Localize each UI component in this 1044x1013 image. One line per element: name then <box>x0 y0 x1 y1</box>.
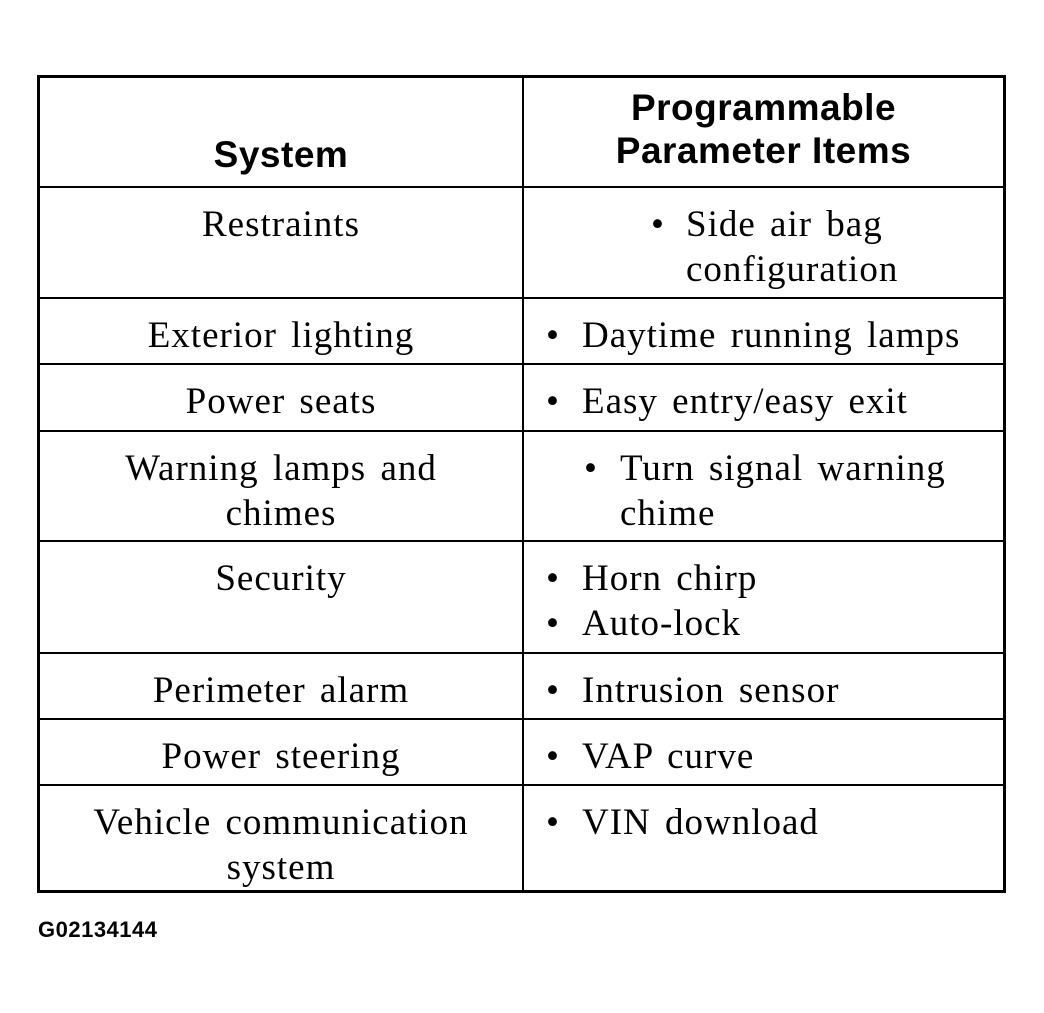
system-cell-vehicle-communication <box>40 786 524 890</box>
system-label-line-2: chimes <box>225 493 337 534</box>
bullet-icon: • <box>546 736 560 777</box>
system-label-line-2: system <box>226 847 336 888</box>
system-label: Power seats <box>185 381 377 422</box>
param-cell-exterior-lighting <box>524 299 1003 365</box>
bullet-icon: • <box>651 204 665 245</box>
param-item-label: VAP curve <box>582 736 755 777</box>
bullet-icon: • <box>546 603 560 644</box>
system-label: Restraints <box>202 204 360 245</box>
system-label-line-1: Vehicle communication <box>93 802 469 843</box>
param-cell-power-steering <box>524 720 1003 786</box>
param-item <box>584 446 1003 536</box>
system-label: Power steering <box>161 736 401 777</box>
system-cell-perimeter-alarm <box>40 654 524 720</box>
system-label-line-1: Warning lamps and <box>125 448 437 489</box>
param-cell-restraints <box>524 188 1003 299</box>
bullet-icon: • <box>546 315 560 356</box>
system-label: Security <box>215 558 347 599</box>
param-item-label: Easy entry/easy exit <box>582 381 908 422</box>
param-item <box>546 601 1003 646</box>
header-params-line-1: Programmable <box>630 87 897 128</box>
header-params-line-2: Parameter Items <box>615 130 912 171</box>
system-cell-exterior-lighting <box>40 299 524 365</box>
param-item-label: Auto-lock <box>582 603 742 644</box>
system-cell-warning-lamps <box>40 432 524 542</box>
param-item-label: Side air bag configuration <box>686 204 899 290</box>
bullet-icon: • <box>546 802 560 843</box>
param-item-label: Intrusion sensor <box>582 670 840 711</box>
param-item <box>546 556 1003 601</box>
param-item <box>546 313 1003 358</box>
parameter-table <box>37 75 1006 893</box>
param-cell-security <box>524 542 1003 654</box>
system-label: Perimeter alarm <box>152 670 410 711</box>
header-system <box>40 78 524 188</box>
param-cell-warning-lamps <box>524 432 1003 542</box>
header-system-label: System <box>213 134 349 175</box>
param-item-label: Daytime running lamps <box>582 315 961 356</box>
param-item <box>546 800 1003 845</box>
param-item-label: Turn signal warning chime <box>620 448 946 534</box>
param-item <box>651 202 1003 292</box>
param-cell-vehicle-communication <box>524 786 1003 890</box>
bullet-icon: • <box>546 381 560 422</box>
system-label: Exterior lighting <box>147 315 415 356</box>
param-item-label: VIN download <box>582 802 819 843</box>
param-item-label: Horn chirp <box>582 558 758 599</box>
system-cell-power-seats <box>40 365 524 432</box>
bullet-icon: • <box>546 558 560 599</box>
system-cell-restraints <box>40 188 524 299</box>
bullet-icon: • <box>584 448 598 489</box>
system-cell-security <box>40 542 524 654</box>
figure-id: G02134144 <box>38 917 158 942</box>
bullet-icon: • <box>546 670 560 711</box>
param-item <box>546 734 1003 779</box>
header-parameter-items <box>524 78 1003 188</box>
param-item <box>546 379 1003 424</box>
system-cell-power-steering <box>40 720 524 786</box>
param-cell-perimeter-alarm <box>524 654 1003 720</box>
param-cell-power-seats <box>524 365 1003 432</box>
param-item <box>546 668 1003 713</box>
